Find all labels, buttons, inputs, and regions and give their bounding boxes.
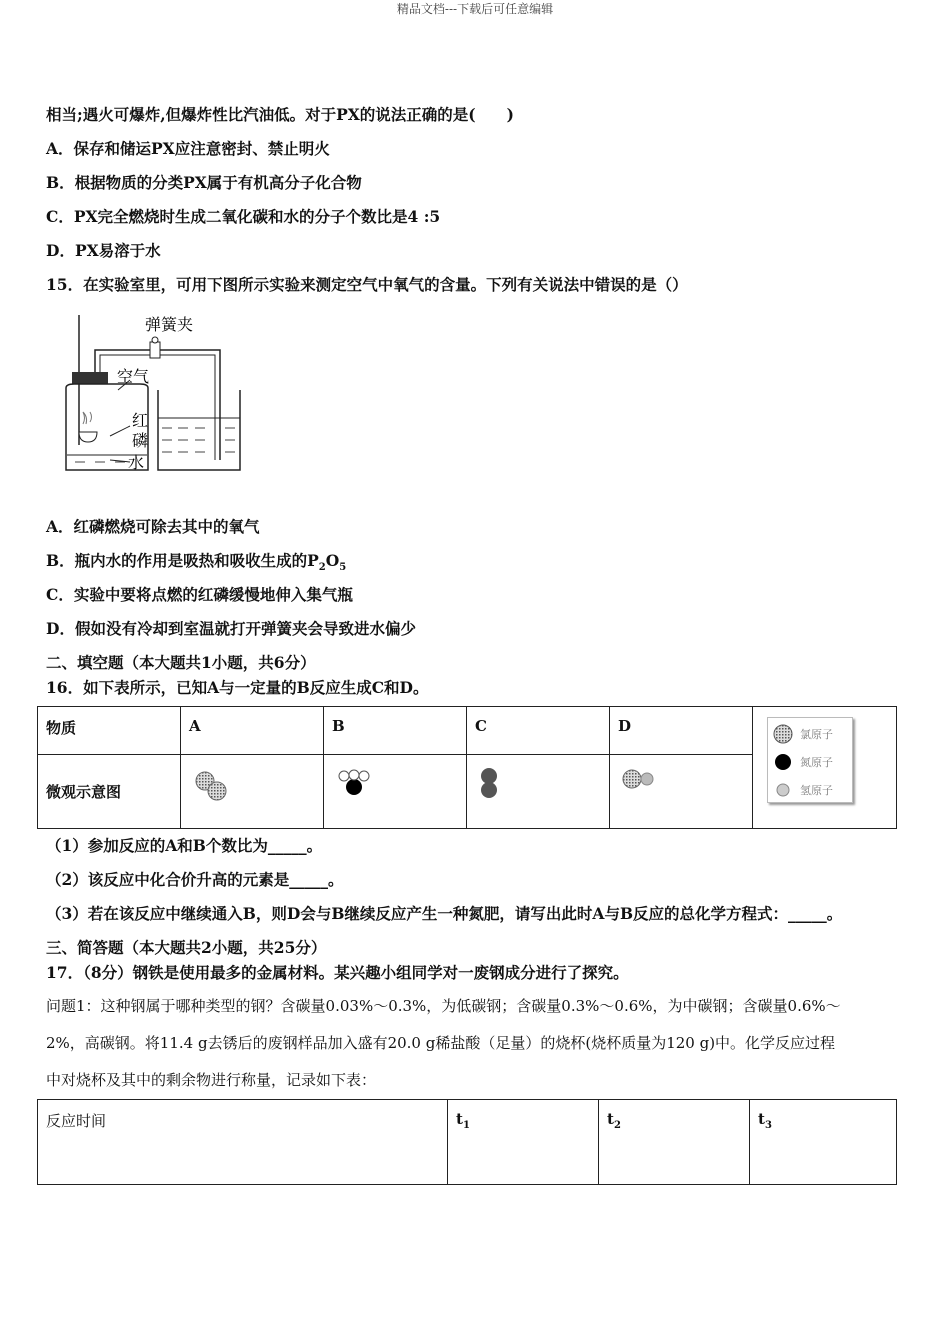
q16-stem: 16．如下表所示，已知A与一定量的B反应生成C和D。 (46, 678, 429, 697)
q16-row-label: 微观示意图 (38, 755, 181, 829)
q14-option-a: A．保存和储运PX应注意密封、禁止明火 (46, 139, 330, 158)
q16-table (37, 706, 897, 829)
q14-option-c: C．PX完全燃烧时生成二氧化碳和水的分子个数比是4 :5 (46, 207, 441, 226)
label-clip: 弹簧夹 (145, 315, 194, 334)
oxygen-experiment-figure (50, 310, 260, 480)
section-2-title: 二、填空题（本大题共1小题，共6分） (46, 653, 316, 672)
q17-para-line-3: 中对烧杯及其中的剩余物进行称量，记录如下表： (46, 1071, 377, 1089)
q16-cell-b (324, 755, 467, 829)
label-red1: 红 (132, 411, 149, 430)
molecule-b-icon (336, 767, 376, 803)
q15-stem: 15．在实验室里，可用下图所示实验来测定空气中氧气的含量。下列有关说法中错误的是（） (46, 275, 688, 294)
hydrogen-atom-icon (777, 784, 789, 796)
q16-cell-d (610, 755, 753, 829)
legend-nitrogen: 氮原子 (800, 756, 833, 769)
q14-option-b: B．根据物质的分类PX属于有机高分子化合物 (46, 173, 362, 192)
molecule-d-icon (620, 767, 660, 797)
q16-cell-a (181, 755, 324, 829)
q17-t3: $t_3$ (750, 1100, 897, 1185)
q17-para-line-2: 2%，高碳钢。将11.4 g去锈后的废钢样品加入盛有20.0 g稀盐酸（足量）的烧杯(烧杯质量为120 g)中。化学反应过程 (46, 1034, 836, 1052)
label-water: 水 (128, 453, 145, 472)
legend-icons (770, 722, 796, 802)
molecule-a-icon (193, 769, 233, 805)
q17-para-line-1: 问题1：这种钢属于哪种类型的钢？含碳量0.03%～0.3%，为低碳钢；含碳量0.3%～0.6%，为中碳钢；含碳量0.6%～ (46, 997, 841, 1015)
q16-cell-c (467, 755, 610, 829)
q16-sub-2: （2）该反应中化合价升高的元素是_____。 (46, 870, 344, 889)
label-red2: 磷 (132, 431, 149, 450)
section-3-title: 三、简答题（本大题共2小题，共25分） (46, 938, 327, 957)
q15-option-d: D．假如没有冷却到室温就打开弹簧夹会导致进水偏少 (46, 619, 416, 638)
nitrogen-atom-icon (775, 754, 791, 770)
q14-stem: 相当;遇火可爆炸,但爆炸性比汽油低。对于PX的说法正确的是( ) (46, 105, 514, 124)
q16-header-d: D (610, 707, 753, 755)
chlorine-atom-icon (774, 725, 792, 743)
q14-option-d: D．PX易溶于水 (46, 241, 161, 260)
q17-t2: $t_2$ (599, 1100, 750, 1185)
q16-legend (767, 717, 853, 803)
q16-legend-cell (753, 707, 897, 829)
q16-header-substance: 物质 (38, 707, 181, 755)
legend-hydrogen: 氢原子 (800, 784, 833, 797)
q17-table (37, 1099, 897, 1185)
legend-chlorine: 氯原子 (800, 728, 833, 741)
q16-header-a: A (181, 707, 324, 755)
q17-header-time: 反应时间 (38, 1100, 448, 1185)
q15-option-b: B．瓶内水的作用是吸热和吸收生成的$P_2O_5$ (46, 551, 347, 574)
q16-header-c: C (467, 707, 610, 755)
q17-t1: $t_1$ (448, 1100, 599, 1185)
q16-sub-3: （3）若在该反应中继续通入B，则D会与B继续反应产生一种氮肥，请写出此时A与B反应的总化学方程式：_____。 (46, 904, 843, 923)
molecule-c-icon (477, 765, 507, 809)
q15-option-c: C．实验中要将点燃的红磷缓慢地伸入集气瓶 (46, 585, 353, 604)
label-air: 空气 (117, 367, 150, 386)
q16-sub-1: （1）参加反应的A和B个数比为_____。 (46, 836, 323, 855)
q17-stem: 17．（8分）钢铁是使用最多的金属材料。某兴趣小组同学对一废钢成分进行了探究。 (46, 963, 629, 982)
q15-option-a: A．红磷燃烧可除去其中的氧气 (46, 517, 260, 536)
q16-header-b: B (324, 707, 467, 755)
page-header: 精品文档---下载后可任意编辑 (396, 2, 554, 16)
